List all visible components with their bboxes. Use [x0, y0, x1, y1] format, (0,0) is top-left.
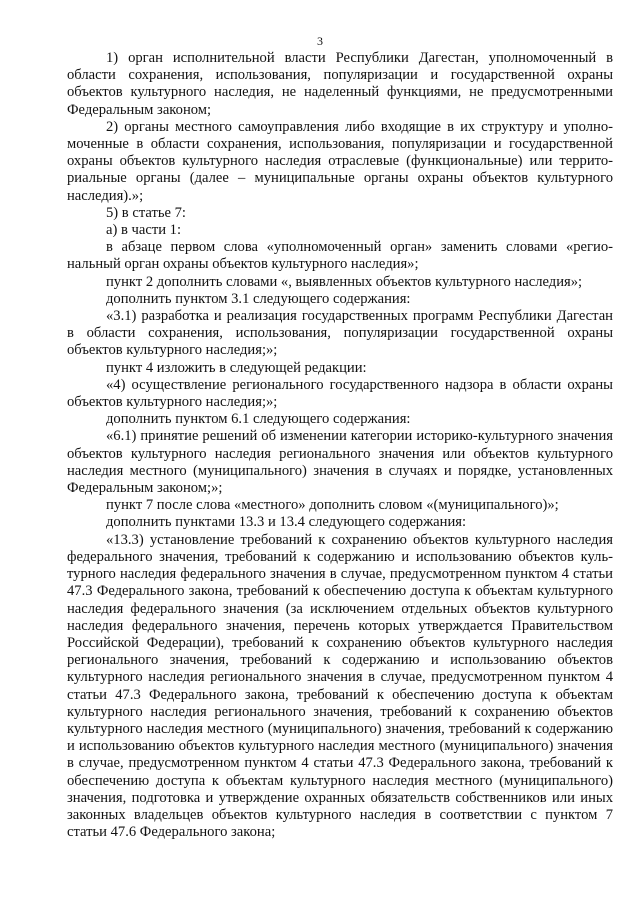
paragraph-add-3-1: дополнить пунктом 3.1 следующего содержания: [106, 290, 411, 307]
paragraph-item-13-3: «13.3) установление требований к сохранению объектов культурного наследия федерального значения, требований к содержанию и использованию объектов культурного наследия федерального значения в случае, предусмотренном пунктом 4 статьи 47.3 Федерального закона, требований к обеспечению доступа к объектам культурного наследия федерального значения (за исключением отдельных объектов культурного наследия федерального значения, перечень которых утверждается Правительством Российской Федерации), требований к сохранению объектов культурного наследия регионального значения, требований к содержанию и использованию объектов культурного наследия регионального значения в случае, предусмотренном пунктом 4 статьи 47.3 Федерального закона, требований к обеспечению доступа к объектам культурного наследия регионального значения, требований к сохранению объектов культурного наследия местного (муниципального) значения, требований к содержанию и использованию объектов культурного наследия местного (муниципального) значения в случае, предусмотренном пунктом 4 статьи 47.3 Федерального закона, требований к обеспечению доступа к объектам культурного наследия местного (муниципального) значения, подготовка и утверждение охранных обязательств собственников или иных законных владельцев объектов культурного наследия в соответствии с пунктом 7 статьи 47.6 Федерального закона; [67, 531, 613, 841]
paragraph-add-13-3-13-4: дополнить пунктами 13.3 и 13.4 следующего содержания: [106, 514, 467, 531]
paragraph-add-6-1: дополнить пунктом 6.1 следующего содержания: [106, 411, 411, 428]
paragraph-item-7: пункт 7 после слова «местного» дополнить словом «(муниципального)»; [106, 497, 559, 514]
page-number: 3 [317, 34, 323, 48]
paragraph-item-4-intro: пункт 4 изложить в следующей редакции: [106, 359, 367, 376]
paragraph-clause-1: 1) орган исполнительной власти Республики Дагестан, уполномоченный в области сохранения, использования, популяризации и государственной охраны объектов культурного наследия, не наделенный функциями, не предусмотренными Федеральным законом; [67, 50, 613, 118]
paragraph-part-1: а) в части 1: [106, 222, 182, 239]
paragraph-article-7: 5) в статье 7: [106, 204, 186, 221]
paragraph-first-abzac: в абзаце первом слова «уполномоченный орган» заменить словами «региональный орган охраны объектов культурного наследия»; [67, 239, 613, 273]
document-body [67, 50, 613, 841]
paragraph-item-3-1: «3.1) разработка и реализация государственных программ Республики Дагестан в области сохранения, использования, популяризации государственной охраны объектов культурного наследия;»; [67, 308, 613, 359]
paragraph-item-2: пункт 2 дополнить словами «, выявленных объектов культурного наследия»; [106, 273, 583, 290]
paragraph-item-6-1: «6.1) принятие решений об изменении категории историко-культурного значения объектов культурного наследия регионального значения или объектов культурного наследия местного (муниципального) значения в случаях и порядке, установленных Федеральным законом;»; [67, 428, 613, 497]
paragraph-clause-2: 2) органы местного самоуправления либо входящие в их структуру и уполномоченные в области сохранения, использования, популяризации и государственной охраны объектов культурного наследия отраслевые (функциональные) или территориальные органы (далее – муниципальные органы охраны объектов культурного наследия).»; [67, 118, 613, 204]
paragraph-item-4: «4) осуществление регионального государственного надзора в области охраны объектов культурного наследия;»; [67, 376, 613, 411]
